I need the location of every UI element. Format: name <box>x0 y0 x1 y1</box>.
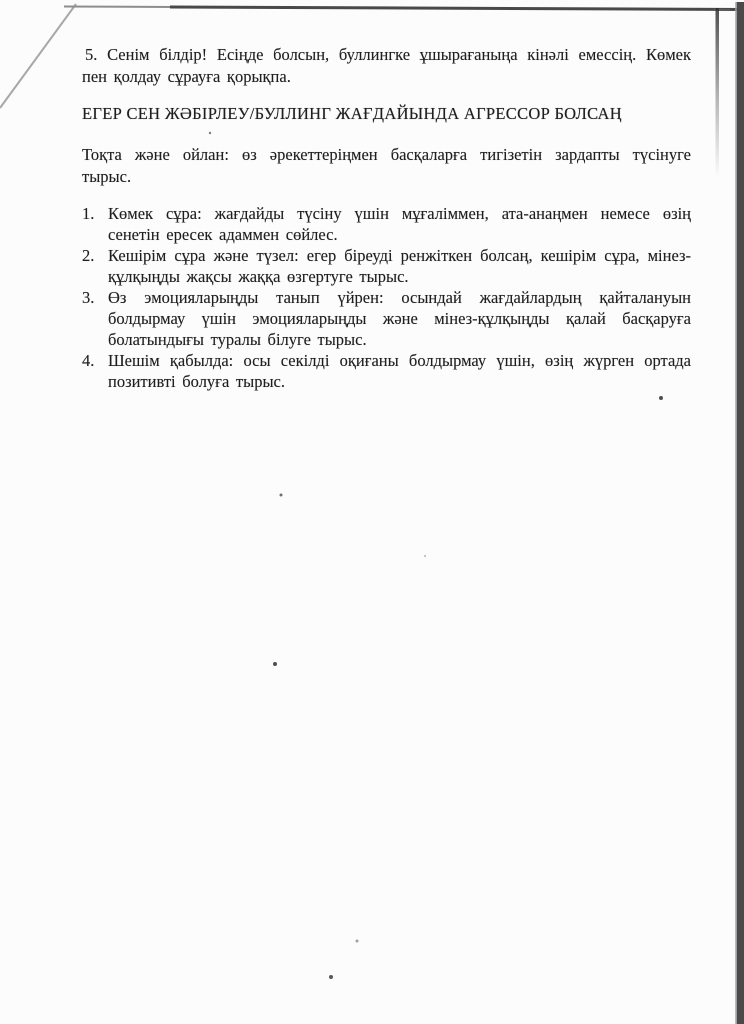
list-item-number: 1. <box>82 204 95 223</box>
list-item-number: 2. <box>82 246 95 265</box>
section-heading: ЕГЕР СЕН ЖӘБІРЛЕУ/БУЛЛИНГ ЖАҒДАЙЫНДА АГРЕССОР БОЛСАҢ <box>82 104 622 123</box>
scan-corner-tick <box>714 10 730 11</box>
scan-speck <box>329 975 333 979</box>
scan-speck <box>659 396 663 400</box>
scan-speck <box>424 555 426 557</box>
list-item-text: Өз эмоцияларыңды танып үйрен: осындай жағдайлардың қайталануын болдырмау үшін эмоцияларыңды және мінез-құлқыңды қалай басқаруға болатындығы туралы білуге тырыс. <box>108 288 691 349</box>
list-item <box>82 245 691 287</box>
paper-fold-edge <box>0 4 76 108</box>
scan-right-edge <box>737 2 744 1024</box>
list-item-text: Кешірім сұра және түзел: егер біреуді ренжіткен болсаң, кешірім сұра, мінез-құлқыңды жақсы жаққа өзгертуге тырыс. <box>108 246 691 286</box>
list-item <box>82 350 691 392</box>
intro-paragraph: Тоқта және ойлан: өз әрекеттеріңмен басқаларға тигізетін зардапты түсінуге тырыс. <box>82 145 691 186</box>
list-item <box>82 203 691 245</box>
list-item-number: 3. <box>82 288 95 307</box>
scan-speck <box>280 494 283 497</box>
scan-speck <box>209 132 211 134</box>
list-item-number: 4. <box>82 351 95 370</box>
scan-speck <box>273 662 277 666</box>
advice-list <box>82 203 691 392</box>
scan-top-edge-light <box>64 7 172 8</box>
scan-top-edge <box>170 7 744 10</box>
paragraph-trust-item: 5. Сенім білдір! Есіңде болсын, буллингке ұшырағаныңа кінәлі емессің. Көмек пен қолдау сұрауға қорықпа. <box>82 45 691 86</box>
scan-edge-shadow-line <box>716 8 720 178</box>
scan-speck <box>356 940 359 943</box>
list-item-text: Көмек сұра: жағдайды түсіну үшін мұғаліммен, ата-анаңмен немесе өзің сенетін ересек адаммен сөйлес. <box>108 204 691 244</box>
list-item <box>82 287 691 350</box>
list-item-text: Шешім қабылда: осы секілді оқиғаны болдырмау үшін, өзің жүрген ортада позитивті болуға тырыс. <box>108 351 691 391</box>
